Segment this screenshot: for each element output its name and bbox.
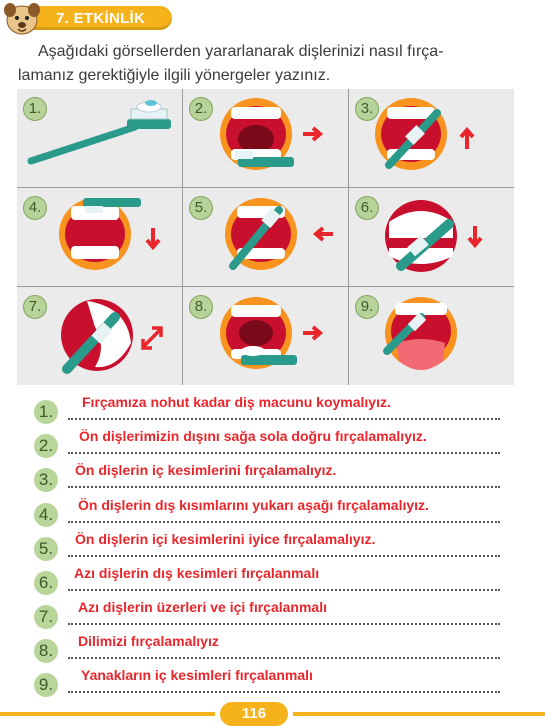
step-panel-3: [349, 89, 514, 187]
answer-row: [30, 390, 500, 423]
answer-row: [30, 663, 500, 696]
step-panel-6: [349, 188, 514, 286]
panel-number: 3.: [355, 97, 379, 121]
answer-line: [68, 691, 500, 693]
step-panel-1: [17, 89, 182, 187]
answer-line: [68, 657, 500, 659]
answer-line: [68, 418, 500, 420]
step-panel-9: [349, 287, 514, 385]
instruction-text: [18, 40, 533, 88]
answer-line: [68, 623, 500, 625]
answer-text: Azı dişlerin dış kesimleri fırçalanmalı: [74, 565, 320, 581]
instruction-line-2: lamanız gerektiğiyle ilgili yönergeler yazınız.: [18, 67, 331, 84]
step-panel-7: [17, 287, 182, 385]
answer-row: [30, 629, 500, 662]
answer-row: [30, 561, 500, 594]
answer-number: 4.: [34, 503, 58, 527]
page-footer: [0, 700, 545, 726]
panel-number: 1.: [23, 97, 47, 121]
step-panel-4: [17, 188, 182, 286]
brushing-steps-grid: [17, 89, 514, 385]
footer-bar-right: [293, 712, 545, 716]
answer-text: Fırçamıza nohut kadar diş macunu koymalıyız.: [82, 394, 391, 410]
instruction-line-1: Aşağıdaki görsellerden yararlanarak dişlerinizi nasıl fırça-: [38, 43, 444, 60]
step-panel-2: [183, 89, 348, 187]
answer-row: [30, 458, 500, 491]
answer-line: [68, 486, 500, 488]
panel-number: 8.: [189, 295, 213, 319]
step-panel-8: [183, 287, 348, 385]
answer-row: [30, 595, 500, 628]
answer-number: 5.: [34, 537, 58, 561]
footer-bar-left: [0, 712, 215, 716]
answer-number: 2.: [34, 434, 58, 458]
mascot-icon: [0, 0, 44, 38]
answer-number: 9.: [34, 673, 58, 697]
page-number: 116: [220, 702, 288, 726]
answer-number: 3.: [34, 468, 58, 492]
answer-row: [30, 527, 500, 560]
answer-line: [68, 555, 500, 557]
answer-text: Ön dişlerin içi kesimlerini iyice fırçalamalıyız.: [75, 531, 376, 547]
answer-text: Ön dişlerimizin dışını sağa sola doğru fırçalamalıyız.: [79, 428, 427, 444]
answer-text: Ön dişlerin dış kısımlarını yukarı aşağı fırçalamalıyız.: [78, 497, 429, 513]
answer-text: Yanakların iç kesimleri fırçalanmalı: [81, 667, 313, 683]
panel-number: 9.: [355, 295, 379, 319]
panel-number: 5.: [189, 196, 213, 220]
answer-line: [68, 589, 500, 591]
answer-number: 8.: [34, 639, 58, 663]
answer-row: [30, 493, 500, 526]
panel-number: 6.: [355, 196, 379, 220]
activity-header: [0, 0, 545, 38]
activity-title: 7. ETKİNLİK: [56, 10, 146, 27]
answer-number: 7.: [34, 605, 58, 629]
answer-number: 1.: [34, 400, 58, 424]
step-panel-5: [183, 188, 348, 286]
panel-number: 7.: [23, 295, 47, 319]
answer-text: Dilimizi fırçalamalıyız: [78, 633, 219, 649]
answer-row: [30, 424, 500, 457]
panel-number: 2.: [189, 97, 213, 121]
answer-text: Ön dişlerin iç kesimlerini fırçalamalıyız.: [75, 462, 337, 478]
answer-line: [68, 521, 500, 523]
answer-number: 6.: [34, 571, 58, 595]
answer-line: [68, 452, 500, 454]
panel-number: 4.: [23, 196, 47, 220]
answer-text: Azı dişlerin üzerleri ve içi fırçalanmalı: [78, 599, 327, 615]
